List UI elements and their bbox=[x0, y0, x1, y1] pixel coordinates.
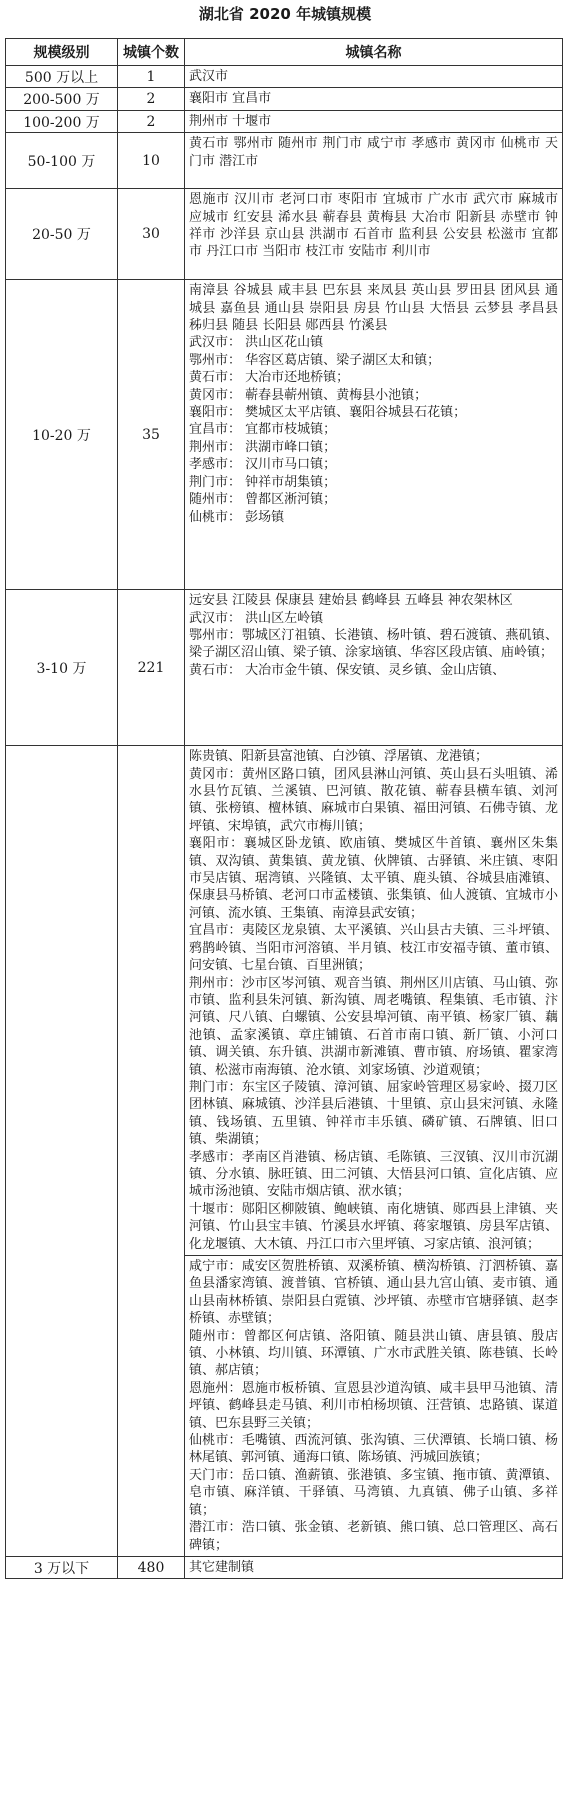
names-line: 南漳县 谷城县 咸丰县 巴东县 来凤县 英山县 罗田县 团风县 通城县 嘉鱼县 通山县 崇阳县 房县 竹山县 大悟县 云梦县 孝昌县 秭归县 随县 长阳县 郧西县 竹溪县 bbox=[189, 283, 558, 334]
names-line: 鄂州市： 华容区葛店镇、梁子湖区太和镇； bbox=[189, 352, 441, 368]
names-line: 恩施市 汉川市 老河口市 枣阳市 宜城市 广水市 武穴市 麻城市 应城市 红安县 浠水县 蕲春县 黄梅县 大冶市 阳新县 赤壁市 钟祥市 沙洋县 京山县 洪湖市 石首市 监利县 公安县 松滋市 宜都市 丹江口市 当阳市 枝江市 安陆市 利川市 bbox=[189, 192, 558, 260]
table-row bbox=[6, 110, 563, 132]
names-line: 黄石市： 大冶市还地桥镇； bbox=[189, 370, 350, 386]
names-line: 孝感市： 汉川市马口镇； bbox=[189, 457, 337, 473]
names-line: 陈贵镇、阳新县富池镇、白沙镇、浮屠镇、龙港镇； bbox=[189, 749, 489, 765]
names-line: 荆州市： 洪湖市峰口镇； bbox=[189, 439, 337, 455]
table-header-row bbox=[6, 39, 563, 66]
count-cell: 30 bbox=[118, 189, 185, 280]
count-cell: 221 bbox=[118, 590, 185, 746]
level-cell: 3-10 万 bbox=[6, 590, 118, 746]
names-line: 潜江市：浩口镇、张金镇、老新镇、熊口镇、总口管理区、高石碑镇； bbox=[189, 1520, 558, 1553]
names-line: 荆门市：东宝区子陵镇、漳河镇、屈家岭管理区易家岭、掇刀区团林镇、麻城镇、沙洋县后港镇、十里镇、京山县宋河镇、永隆镇、钱场镇、五里镇、钟祥市丰乐镇、磷矿镇、石牌镇、旧口镇、柴湖镇； bbox=[189, 1079, 558, 1148]
names-line: 荆州市 十堰市 bbox=[189, 113, 272, 129]
table-row bbox=[6, 280, 563, 590]
table-row bbox=[6, 189, 563, 280]
names-cell bbox=[185, 133, 563, 189]
names-cell bbox=[185, 189, 563, 280]
names-line: 黄冈市：黄州区路口镇，团风县淋山河镇、英山县石头咀镇、浠水县竹瓦镇、兰溪镇、巴河镇、散花镇、蕲春县横车镇、刘河镇、张榜镇、檀林镇、麻城市白果镇、福田河镇、石佛寺镇、龙坪镇、宋埠镇，武穴市梅川镇； bbox=[189, 766, 558, 834]
names-line: 武汉市 bbox=[189, 69, 229, 84]
table-row bbox=[6, 746, 563, 1256]
names-cell bbox=[185, 280, 563, 590]
names-cell bbox=[185, 110, 563, 132]
names-line: 黄石市： 大冶市金牛镇、保安镇、灵乡镇、金山店镇、 bbox=[189, 662, 506, 678]
table-row bbox=[6, 590, 563, 746]
names-line: 襄阳市：襄城区卧龙镇、欧庙镇、樊城区牛首镇、襄州区朱集镇、双沟镇、黄集镇、黄龙镇、伙牌镇、古驿镇、米庄镇、枣阳市吴店镇、琚湾镇、兴隆镇、太平镇、鹿头镇、谷城县庙滩镇、保康县马桥镇、老河口市孟楼镇、张集镇、仙人渡镇、宜城市小河镇、流水镇、王集镇、南漳县武安镇； bbox=[189, 836, 558, 921]
names-line: 仙桃市：毛嘴镇、西流河镇、张沟镇、三伏潭镇、长埫口镇、杨林尾镇、郭河镇、通海口镇、陈场镇、沔城回族镇； bbox=[189, 1433, 558, 1466]
level-cell: 500 万以上 bbox=[6, 66, 118, 88]
names-line: 武汉市： 洪山区花山镇 bbox=[189, 335, 324, 351]
count-cell: 1 bbox=[118, 66, 185, 88]
table-row bbox=[6, 133, 563, 189]
names-line: 荆州市：沙市区岑河镇、观音当镇、荆州区川店镇、马山镇、弥市镇、监利县朱河镇、新沟镇、周老嘴镇、程集镇、毛市镇、汴河镇、尺八镇、白螺镇、公安县埠河镇、南平镇、杨家厂镇、藕池镇、孟家溪镇、章庄铺镇、石首市南口镇、新厂镇、小河口镇、调关镇、东升镇、洪湖市新滩镇、曹市镇、府场镇、瞿家湾镇、松滋市南海镇、沧水镇、刘家场镇、沙道观镇； bbox=[189, 975, 558, 1078]
count-cell: 2 bbox=[118, 110, 185, 132]
names-line: 武汉市： 洪山区左岭镇 bbox=[189, 610, 324, 626]
level-cell: 3 万以下 bbox=[6, 1556, 118, 1578]
level-cell: 50-100 万 bbox=[6, 133, 118, 189]
names-cell bbox=[185, 1556, 563, 1578]
names-line: 恩施州：恩施市板桥镇、宣恩县沙道沟镇、咸丰县甲马池镇、清坪镇、鹤峰县走马镇、利川市柏杨坝镇、汪营镇、忠路镇、谋道镇、巴东县野三关镇； bbox=[189, 1380, 558, 1431]
names-line: 荆门市： 钟祥市胡集镇； bbox=[189, 474, 337, 490]
names-cell bbox=[185, 1256, 563, 1557]
names-line: 随州市：曾都区何店镇、洛阳镇、随县洪山镇、唐县镇、殷店镇、小林镇、均川镇、环潭镇、广水市武胜关镇、陈巷镇、长岭镇、郝店镇； bbox=[189, 1328, 558, 1379]
names-line: 随州市： 曾都区淅河镇； bbox=[189, 492, 337, 508]
header-count: 城镇个数 bbox=[118, 39, 185, 66]
names-line: 黄石市 鄂州市 随州市 荆门市 咸宁市 孝感市 黄冈市 仙桃市 天门市 潜江市 bbox=[189, 136, 558, 169]
level-cell: 100-200 万 bbox=[6, 110, 118, 132]
count-cell bbox=[118, 1256, 185, 1557]
names-line: 仙桃市： 彭场镇 bbox=[189, 509, 285, 525]
names-line: 其它建制镇 bbox=[189, 1559, 255, 1575]
header-names: 城镇名称 bbox=[185, 39, 563, 66]
names-line: 黄冈市： 蕲春县蕲州镇、黄梅县小池镇； bbox=[189, 387, 428, 403]
level-cell: 10-20 万 bbox=[6, 280, 118, 590]
table-row bbox=[6, 1256, 563, 1557]
names-line: 鄂州市：鄂城区汀祖镇、长港镇、杨叶镇、碧石渡镇、燕矶镇、梁子湖区沼山镇、梁子镇、涂家垴镇、华容区段店镇、庙岭镇； bbox=[189, 628, 558, 661]
level-cell: 200-500 万 bbox=[6, 88, 118, 110]
count-cell bbox=[118, 746, 185, 1256]
count-cell: 2 bbox=[118, 88, 185, 110]
level-cell bbox=[6, 746, 118, 1256]
table-row bbox=[6, 1556, 563, 1578]
names-line: 咸宁市：咸安区贺胜桥镇、双溪桥镇、横沟桥镇、汀泗桥镇、嘉鱼县潘家湾镇、渡普镇、官桥镇、通山县九宫山镇、麦市镇、通山县南林桥镇、崇阳县白霓镇、沙坪镇、赤壁市官塘驿镇、赵李桥镇、赤壁镇； bbox=[189, 1259, 558, 1327]
town-scale-table bbox=[5, 38, 563, 1579]
names-line: 天门市：岳口镇、渔薪镇、张港镇、多宝镇、拖市镇、黄潭镇、皂市镇、麻洋镇、干驿镇、马湾镇、九真镇、佛子山镇、多祥镇； bbox=[189, 1467, 558, 1518]
names-line: 宜昌市： 宜都市枝城镇； bbox=[189, 422, 337, 438]
count-cell: 35 bbox=[118, 280, 185, 590]
names-line: 孝感市：孝南区肖港镇、杨店镇、毛陈镇、三汊镇、汉川市沉湖镇、分水镇、脉旺镇、田二河镇、大悟县河口镇、宣化店镇、应城市汤池镇、安陆市烟店镇、洑水镇； bbox=[189, 1149, 558, 1200]
header-level: 规模级别 bbox=[6, 39, 118, 66]
names-line: 宜昌市：夷陵区龙泉镇、太平溪镇、兴山县古夫镇、三斗坪镇、鸦鹊岭镇、当阳市河溶镇、半月镇、枝江市安福寺镇、董市镇、问安镇、七星台镇、百里洲镇； bbox=[189, 923, 558, 974]
page-title: 湖北省 2020 年城镇规模 bbox=[198, 5, 372, 23]
names-cell bbox=[185, 590, 563, 746]
names-cell bbox=[185, 66, 563, 88]
names-line: 十堰市：郧阳区柳陂镇、鲍峡镇、南化塘镇、郧西县上津镇、夹河镇、竹山县宝丰镇、竹溪县水坪镇、蒋家堰镇、房县军店镇、化龙堰镇、大木镇、丹江口市六里坪镇、习家店镇、浪河镇； bbox=[189, 1201, 558, 1252]
count-cell: 480 bbox=[118, 1556, 185, 1578]
names-cell bbox=[185, 746, 563, 1256]
level-cell bbox=[6, 1256, 118, 1557]
names-line: 襄阳市： 樊城区太平店镇、襄阳谷城县石花镇； bbox=[189, 405, 467, 421]
names-line: 襄阳市 宜昌市 bbox=[189, 91, 272, 107]
names-line: 远安县 江陵县 保康县 建始县 鹤峰县 五峰县 神农架林区 bbox=[189, 593, 513, 609]
table-row bbox=[6, 88, 563, 110]
names-cell bbox=[185, 88, 563, 110]
level-cell: 20-50 万 bbox=[6, 189, 118, 280]
table-row bbox=[6, 66, 563, 88]
count-cell: 10 bbox=[118, 133, 185, 189]
